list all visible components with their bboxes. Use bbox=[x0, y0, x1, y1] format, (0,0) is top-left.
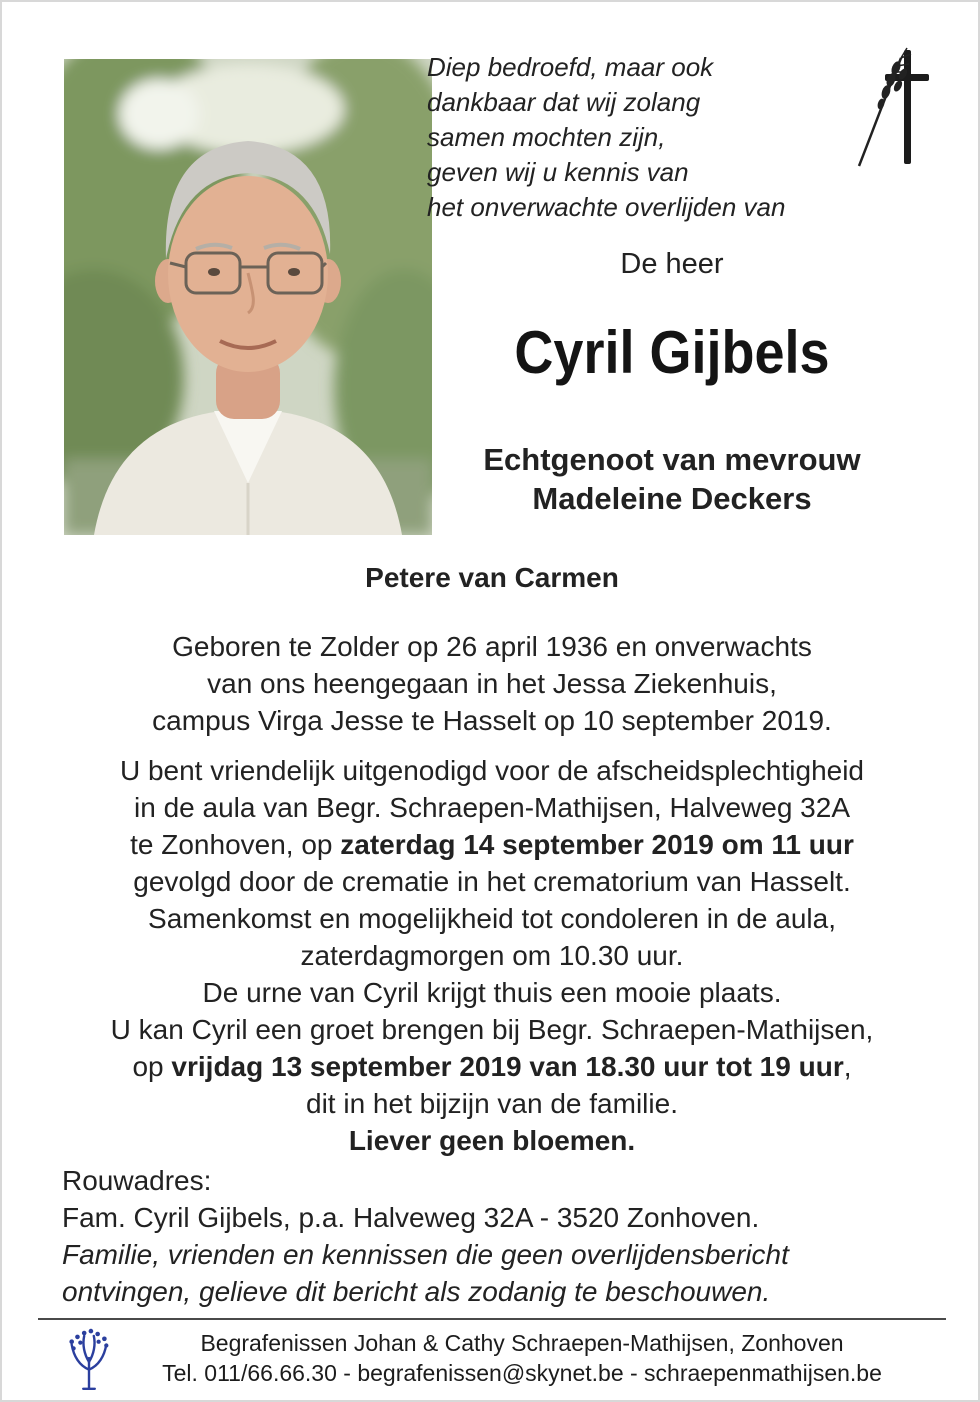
footer-text bbox=[112, 1328, 932, 1388]
text-line: Geboren te Zolder op 26 april 1936 en onverwachts bbox=[172, 631, 812, 662]
birth-death-paragraph bbox=[32, 628, 952, 739]
text-line: dankbaar dat wij zolang bbox=[427, 87, 701, 117]
mourning-address-block bbox=[62, 1162, 952, 1310]
funeral-home-contact: Tel. 011/66.66.30 - begrafenissen@skynet.be - schraepenmathijsen.be bbox=[162, 1360, 882, 1386]
text-line: campus Virga Jesse te Hasselt op 10 september 2019. bbox=[152, 705, 832, 736]
portrait-photo bbox=[64, 59, 432, 535]
text-line: te Zonhoven, op zaterdag 14 september 2019 om 11 uur bbox=[130, 829, 854, 860]
relation-line: Petere van Carmen bbox=[365, 562, 619, 593]
text-line: De urne van Cyril krijgt thuis een mooie plaats. bbox=[202, 977, 782, 1008]
text-line: Liever geen bloemen. bbox=[348, 1125, 636, 1156]
text-line: het onverwachte overlijden van bbox=[427, 192, 786, 222]
text-line: van ons heengegaan in het Jessa Ziekenhuis, bbox=[207, 668, 777, 699]
tree-logo bbox=[64, 1326, 114, 1392]
funeral-home-name: Begrafenissen Johan & Cathy Schraepen-Mathijsen, Zonhoven bbox=[200, 1330, 844, 1356]
notification-note bbox=[62, 1236, 952, 1310]
text-line: in de aula van Begr. Schraepen-Mathijsen, Halveweg 32A bbox=[134, 792, 850, 823]
text-line: zaterdagmorgen om 10.30 uur. bbox=[300, 940, 684, 971]
salutation: De heer bbox=[620, 248, 724, 280]
footer-divider bbox=[38, 1318, 946, 1320]
mourning-address-label: Rouwadres: bbox=[62, 1165, 212, 1196]
ceremony-paragraph bbox=[32, 752, 952, 1159]
text-line: op vrijdag 13 september 2019 van 18.30 uur tot 19 uur, bbox=[132, 1051, 852, 1082]
text-line: Samenkomst en mogelijkheid tot condoleren in de aula, bbox=[148, 903, 836, 934]
text-line: U bent vriendelijk uitgenodigd voor de afscheidsplechtigheid bbox=[119, 755, 865, 786]
text-line: Echtgenoot van mevrouw bbox=[483, 442, 861, 477]
text-line: ontvingen, gelieve dit bericht als zodanig te beschouwen. bbox=[62, 1276, 771, 1307]
spouse-text bbox=[432, 440, 912, 518]
text-line: Familie, vrienden en kennissen die geen overlijdensbericht bbox=[62, 1239, 789, 1270]
text-line: geven wij u kennis van bbox=[427, 157, 689, 187]
mourning-address-value: Fam. Cyril Gijbels, p.a. Halveweg 32A - 3520 Zonhoven. bbox=[62, 1202, 760, 1233]
text-line: samen mochten zijn, bbox=[427, 122, 666, 152]
text-line: dit in het bijzijn van de familie. bbox=[306, 1088, 678, 1119]
text-line: U kan Cyril een groet brengen bij Begr. Schraepen-Mathijsen, bbox=[110, 1014, 874, 1045]
deceased-name: Cyril Gijbels bbox=[514, 319, 830, 386]
text-line: gevolgd door de crematie in het crematorium van Hasselt. bbox=[133, 866, 851, 897]
intro-text bbox=[427, 50, 877, 225]
text-line: Madeleine Deckers bbox=[532, 481, 812, 516]
footer bbox=[2, 1324, 980, 1400]
text-line: Diep bedroefd, maar ook bbox=[427, 52, 714, 82]
